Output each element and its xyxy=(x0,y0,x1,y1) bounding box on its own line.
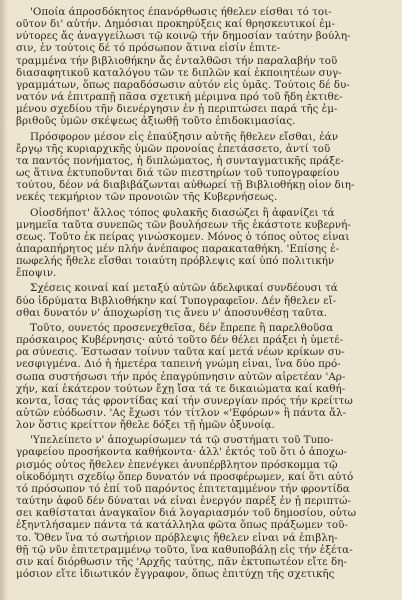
paragraph-3 xyxy=(16,207,397,280)
text-line: σθαι δυνατόν ν' ἀποχωρίσῃ τις ἄνευ ν' ἀποσυνθέσῃ ταῦτα. xyxy=(16,306,328,319)
text-line: μόσιον εἴτε ἰδιωτικόν ἔγγραφον, ὅπως ἐπιτύχῃ τῆς σχετικῆς xyxy=(16,568,335,581)
text-line: ἀπαραπήρητος μέν πλήν ἀνέπαφος παρακαταθήκη. 'Επίσης ἐ- xyxy=(16,242,340,255)
text-line: σει καθίσταται ἀναγκαῖον διά λογαριασμόν τοῦ δημοσίου, οὗτω xyxy=(16,507,357,520)
text-line: σιν καί διόρθωσιν τῆς 'Αρχῆς ταύτης, πᾶν ἐκτυπωτέον εἴτε δη- xyxy=(16,555,347,568)
text-line: Σχέσεις κοιναί καί μεταξύ αὐτῶν ἀδελφικαί συνδέουσι τά xyxy=(30,282,338,295)
text-line: 'Οποία άπροσδόκητος έπανόρθωσις ήθελεν είσθαι τό τοι- xyxy=(30,6,332,18)
text-line: τα παντός πονήματος, ἡ διπλώματος, ἡ συνταγματικῆς πράξε- xyxy=(16,154,344,167)
text-line: οἰκοδόμητι σχεδίῳ ὅπερ δυνατόν νά προσφέρωμεν, καί ὅτι αὐτό xyxy=(16,470,354,483)
text-line: μένου σχεδίου τῆν διενέργησιν ἐν ᾗ περιπτώσει παρά τῆς ἐμ- xyxy=(16,103,338,116)
text-line: διασαφητικοῦ καταλόγου τῶν τε διπλῶν καί ἐκποιητέων συγ- xyxy=(16,66,342,79)
text-line: νεσφιγμένα. Διό ἡ ἡμετέρα ταπεινή γνώμη εἶναι, ἵνα δύο πρό- xyxy=(16,358,341,371)
text-line: βριθοῦς ὑμῶν σκέψεως ἀξιωθῇ τοῦτο ἐπιδοκιμασίας. xyxy=(16,115,296,128)
paragraph-5 xyxy=(16,322,397,431)
text-line: οῦτον δι' αὐτήν. Δημόσιαι προκηρύξεις καί θρησκευτικοί ἐμ- xyxy=(16,18,335,31)
text-line: χήν, καί ἑκάτερον τούτων ἔχῃ ἴσα τά τε δικαιώματα καί καθή- xyxy=(16,382,346,395)
text-line: κοντα, ἴσας τάς φροντίδας καί τήν συνεργίαν πρός τήν κρείττω xyxy=(16,394,353,407)
text-line: ρισμός οὗτος ἤθελεν ἐπενέγκει ἀνυπέρβλητον πρόσκομμα τῷ xyxy=(16,458,338,471)
text-line: αὐτῶν εὐόδωσιν. 'Ας ἔχωσι τόν τίτλον «'Εφόρων» ἢ πάντα ἄλ- xyxy=(16,407,347,419)
text-line: μνημεῖα ταῦτα συνεπῶς τῶν βουλήσεων τῆς ἑκάστοτε κυβερνή- xyxy=(16,218,351,231)
text-line: ἔργῳ τῆς κυριαρχικῆς ὑμῶν προνοίας ἐπετάσσετο, ἀντί τοῦ xyxy=(16,142,331,155)
text-line: νεκές τεκμήριον τῶν προνοιῶν τῆς Κυβερνήσεως. xyxy=(16,191,278,204)
text-line: τούτου, δέον νά διαβιβάζωνται αὐθωρεί τῇ Βιβλιοθήκῃ οἷον διη- xyxy=(16,179,355,192)
text-line: ἐξηντλήσαμεν πάντα τά κατάλληλα φῶτα ὅπως πράξωμεν τοῦ- xyxy=(16,519,348,532)
text-line: ως ἅτινα ἐκτυποῦνται διά τῶν πιεστηρίων τοῦ τυπογραφείου xyxy=(16,167,340,180)
text-line: γραφείου προσήκοντα καθήκοντα· ἀλλ' ἐκτός τοῦ ὅτι ὁ ἀποχω- xyxy=(16,446,348,459)
paragraph-6 xyxy=(16,434,397,580)
text-line: Πρόσφορον μέσον εἰς ἐπαύξησιν αὐτῆς ἤθελεν εἴσθαι, ἐάν xyxy=(30,130,339,143)
text-line: τραμμένα τήν βιβλιοθήκην ἄς ἐνταλθῶσι τήν παραλαβήν τοῦ xyxy=(16,54,338,67)
text-line: νατόν νά ἐπιτραπῇ πᾶσα σχετική μέριμνα πρό τοῦ ἤδη ἐκτιθε- xyxy=(16,91,343,104)
text-line: δύο ἱδρύματα Βιβλιοθήκην καί Τυπογραφεῖον. Δέν ἤθελεν εἴ- xyxy=(16,294,337,307)
text-line: σωπα συστήσωσι τήν πρός ἐπαγρύπνησιν αὐτῶν αἱρετέαν 'Αρ- xyxy=(16,370,346,383)
text-line: σιν, ἐν τούτοις δέ τό πρόσωπον ἅτινα εἰσίν ἐπιτε- xyxy=(16,42,281,55)
paragraph-1 xyxy=(16,6,397,128)
text-line: ρα σύνεσις. Έστωσαν τοίνυν ταῦτα καί μετά νέων κρίκων συ- xyxy=(16,346,345,359)
text-line: σεως. Τοῦτο ἐκ πείρας γινώσκομεν. Μόνος ὁ τόπος οὗτος εἶναι xyxy=(16,230,350,243)
text-line: τό πρόσωπον τό ἐπί τοῦ παρόντος ἐπιτεταμμένον τήν φροντίδα xyxy=(16,482,350,495)
text-line: λον ὅστις κρείττον ἤθελε δόξει τῇ ἡμῶν ὀξυνοίᾳ. xyxy=(16,419,275,432)
page-gutter-shadow xyxy=(0,0,8,600)
text-line: Οἰοσδήποτ' ἄλλος τόπος φυλακῆς διασώζει ἢ ἀφανίζει τά xyxy=(30,206,335,219)
text-line: 'Υπελείπετο ν' ἀποχωρίσωμεν τά τῷ συστήματι τοῦ Τυπο- xyxy=(30,434,334,447)
text-line: θῇ τῷ νῦν ἐπιτετραμμένῳ τοῦτο, ἵνα καθυποβάλῃ εἰς τήν ἐξέτα- xyxy=(16,543,353,556)
paragraph-2 xyxy=(16,131,397,204)
text-line: νύτορες ἄς ἀναγγείλωσι τῷ κοινῷ τήν δημοσίαν ταύτην βούλη- xyxy=(16,30,351,43)
paragraph-4 xyxy=(16,282,397,318)
text-line: ἔποψιν. xyxy=(16,267,57,280)
text-line: ταύτην ἀφοῦ δέν δύναται νά εἶναι ἐνεργόν παρέξ ἐν ᾗ περιπτώ- xyxy=(16,495,351,508)
text-line: γραμμάτων, ὅπως παραδόσωσιν αὐτόν εἰς ὑμᾶς. Τούτοις δέ δυ- xyxy=(16,78,350,91)
text-line: Τοῦτο, ουνετός προσενεχθεῖσα, δέν ἔπρεπε ἢ παρελθοῦσα xyxy=(30,321,334,334)
text-line: το. Ὅθεν ἵνα τό σωτήριον πρόβλεψις ἤθελεν εἶναι νά ἐπιβλη- xyxy=(16,531,338,544)
text-line: πωφελής ἤθελε εἴσθαι τοιαύτη πρόβλεψις καί ὑπό πολιτικήν xyxy=(16,255,335,268)
document-text xyxy=(16,6,397,580)
text-line: πρόσκαιρος Κυβέρνησις· αὐτό τοῦτο δέν θέλει πράξει ἡ ὑμετέ- xyxy=(16,334,344,347)
